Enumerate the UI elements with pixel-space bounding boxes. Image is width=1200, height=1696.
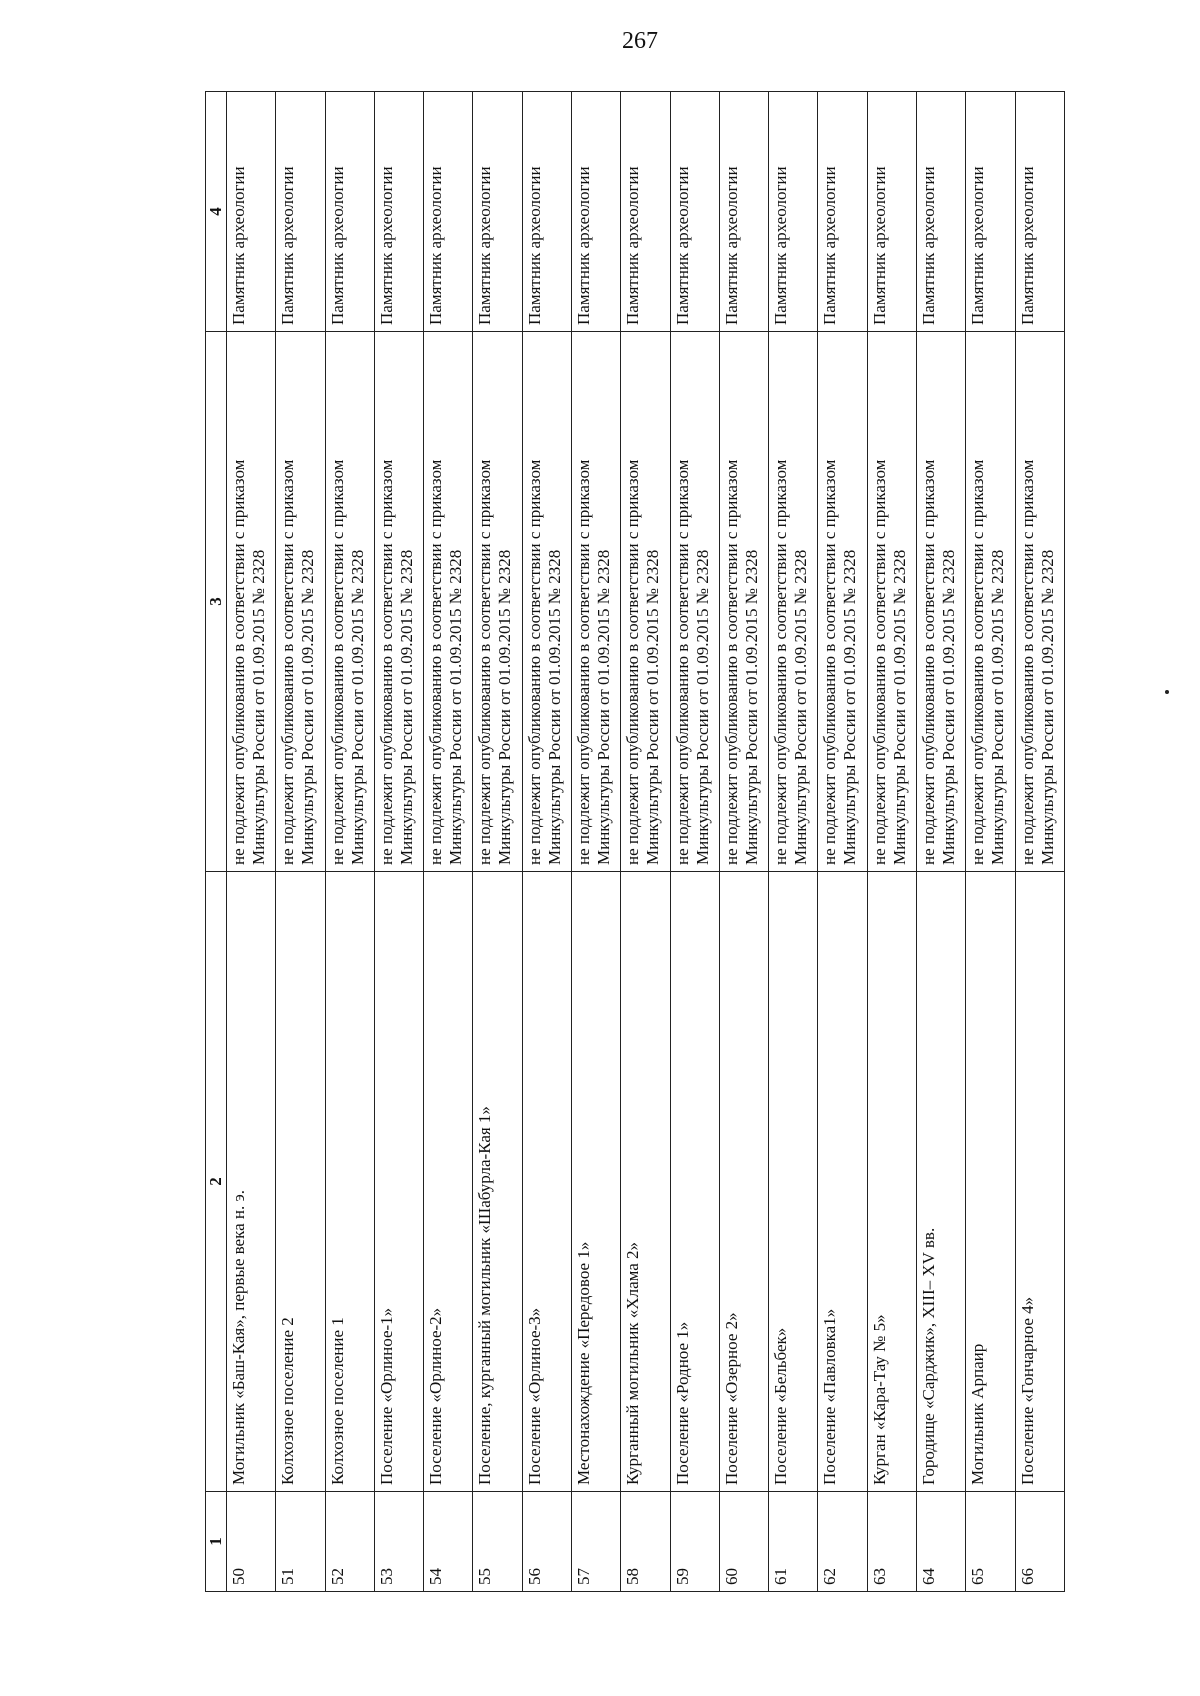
table-row: [719, 92, 768, 1592]
status-text-line: Минкультуры России от 01.09.2015 № 2328: [692, 549, 712, 865]
table-row: [276, 92, 325, 1592]
cell-object-name: Поселение «Орлиное-2»: [424, 872, 473, 1492]
status-text-line: не подлежит опубликованию в соответствии с приказом: [475, 459, 495, 865]
status-text-line: Минкультуры России от 01.09.2015 № 2328: [396, 549, 416, 865]
cell-number: 64: [916, 1492, 965, 1592]
scan-dot: [1165, 690, 1169, 694]
table-row: [670, 92, 719, 1592]
status-text-line: не подлежит опубликованию в соответствии с приказом: [278, 459, 298, 865]
cell-category: Памятник археологии: [227, 92, 276, 332]
cell-category: Памятник археологии: [571, 92, 620, 332]
cell-status: [1015, 332, 1065, 872]
status-text-line: не подлежит опубликованию в соответствии с приказом: [820, 459, 840, 865]
status-text-line: не подлежит опубликованию в соответствии с приказом: [672, 459, 692, 865]
cell-number: 55: [473, 1492, 522, 1592]
status-text-line: Минкультуры России от 01.09.2015 № 2328: [988, 549, 1008, 865]
cell-object-name: Поселение, курганный могильник «Шабурла-Кая 1»: [473, 872, 522, 1492]
cell-category: Памятник археологии: [522, 92, 571, 332]
cell-number: 51: [276, 1492, 325, 1592]
cell-number: 66: [1015, 1492, 1065, 1592]
cell-status: [818, 332, 867, 872]
cell-status: [966, 332, 1015, 872]
cell-category: Памятник археологии: [769, 92, 818, 332]
cell-number: 53: [374, 1492, 423, 1592]
cell-status: [670, 332, 719, 872]
status-text-line: Минкультуры России от 01.09.2015 № 2328: [791, 549, 811, 865]
cell-object-name: Поселение «Орлиное-1»: [374, 872, 423, 1492]
table-row: [966, 92, 1015, 1592]
status-text-line: не подлежит опубликованию в соответствии с приказом: [869, 459, 889, 865]
status-text-line: не подлежит опубликованию в соответствии с приказом: [771, 459, 791, 865]
table-row: [867, 92, 916, 1592]
status-text-line: не подлежит опубликованию в соответствии с приказом: [1017, 459, 1037, 865]
cell-category: Памятник археологии: [719, 92, 768, 332]
cell-category: Памятник археологии: [276, 92, 325, 332]
cell-object-name: Городище «Сарджик», XIII– XV вв.: [916, 872, 965, 1492]
cell-status: [473, 332, 522, 872]
table-row: [325, 92, 374, 1592]
cell-category: Памятник археологии: [1015, 92, 1065, 332]
cell-status: [374, 332, 423, 872]
cell-number: 52: [325, 1492, 374, 1592]
header-row: [206, 92, 227, 1592]
register-table: [205, 91, 1065, 1592]
status-text-line: не подлежит опубликованию в соответствии с приказом: [918, 459, 938, 865]
cell-category: Памятник археологии: [916, 92, 965, 332]
cell-category: Памятник археологии: [621, 92, 670, 332]
cell-number: 61: [769, 1492, 818, 1592]
status-text-line: Минкультуры России от 01.09.2015 № 2328: [643, 549, 663, 865]
status-text-line: не подлежит опубликованию в соответствии с приказом: [573, 459, 593, 865]
cell-category: Памятник археологии: [374, 92, 423, 332]
table-row: [473, 92, 522, 1592]
cell-category: Памятник археологии: [473, 92, 522, 332]
cell-object-name: Поселение «Гончарное 4»: [1015, 872, 1065, 1492]
cell-number: 59: [670, 1492, 719, 1592]
cell-object-name: Местонахождение «Передовое 1»: [571, 872, 620, 1492]
cell-object-name: Поселение «Павловка1»: [818, 872, 867, 1492]
cell-object-name: Могильник «Баш-Кая», первые века н. э.: [227, 872, 276, 1492]
status-text-line: Минкультуры России от 01.09.2015 № 2328: [889, 549, 909, 865]
cell-status: [571, 332, 620, 872]
cell-status: [424, 332, 473, 872]
cell-number: 57: [571, 1492, 620, 1592]
header-col-2: 2: [206, 872, 227, 1492]
status-text-line: Минкультуры России от 01.09.2015 № 2328: [347, 549, 367, 865]
cell-status: [325, 332, 374, 872]
status-text-line: не подлежит опубликованию в соответствии с приказом: [327, 459, 347, 865]
cell-category: Памятник археологии: [670, 92, 719, 332]
cell-object-name: Поселение «Бельбек»: [769, 872, 818, 1492]
cell-object-name: Колхозное поселение 1: [325, 872, 374, 1492]
cell-status: [621, 332, 670, 872]
cell-status: [719, 332, 768, 872]
cell-object-name: Колхозное поселение 2: [276, 872, 325, 1492]
cell-category: Памятник археологии: [966, 92, 1015, 332]
status-text-line: Минкультуры России от 01.09.2015 № 2328: [298, 549, 318, 865]
table-row: [374, 92, 423, 1592]
cell-status: [867, 332, 916, 872]
cell-status: [522, 332, 571, 872]
cell-object-name: Могильник Арпаир: [966, 872, 1015, 1492]
status-text-line: Минкультуры России от 01.09.2015 № 2328: [593, 549, 613, 865]
cell-status: [227, 332, 276, 872]
cell-category: Памятник археологии: [424, 92, 473, 332]
status-text-line: Минкультуры России от 01.09.2015 № 2328: [495, 549, 515, 865]
table-row: [916, 92, 965, 1592]
table-row: [1015, 92, 1065, 1592]
status-text-line: не подлежит опубликованию в соответствии с приказом: [229, 459, 248, 865]
status-text-line: Минкультуры России от 01.09.2015 № 2328: [741, 549, 761, 865]
cell-number: 63: [867, 1492, 916, 1592]
status-text-line: Минкультуры России от 01.09.2015 № 2328: [1037, 549, 1057, 865]
table-row: [522, 92, 571, 1592]
status-text-line: не подлежит опубликованию в соответствии с приказом: [426, 459, 446, 865]
cell-number: 62: [818, 1492, 867, 1592]
status-text-line: Минкультуры России от 01.09.2015 № 2328: [544, 549, 564, 865]
cell-status: [769, 332, 818, 872]
table-row: [621, 92, 670, 1592]
status-text-line: не подлежит опубликованию в соответствии с приказом: [968, 459, 988, 865]
cell-category: Памятник археологии: [818, 92, 867, 332]
cell-object-name: Поселение «Орлиное-3»: [522, 872, 571, 1492]
cell-number: 60: [719, 1492, 768, 1592]
table-row: [424, 92, 473, 1592]
cell-number: 58: [621, 1492, 670, 1592]
status-text-line: не подлежит опубликованию в соответствии с приказом: [524, 459, 544, 865]
status-text-line: не подлежит опубликованию в соответствии с приказом: [376, 459, 396, 865]
table-row: [227, 92, 276, 1592]
cell-object-name: Поселение «Озерное 2»: [719, 872, 768, 1492]
status-text-line: Минкультуры России от 01.09.2015 № 2328: [840, 549, 860, 865]
status-text-line: не подлежит опубликованию в соответствии с приказом: [623, 459, 643, 865]
table-row: [571, 92, 620, 1592]
cell-category: Памятник археологии: [867, 92, 916, 332]
cell-object-name: Курган «Кара-Тау № 5»: [867, 872, 916, 1492]
status-text-line: не подлежит опубликованию в соответствии с приказом: [721, 459, 741, 865]
cell-object-name: Поселение «Родное 1»: [670, 872, 719, 1492]
cell-number: 50: [227, 1492, 276, 1592]
cell-status: [276, 332, 325, 872]
cell-number: 56: [522, 1492, 571, 1592]
cell-status: [916, 332, 965, 872]
table-row: [769, 92, 818, 1592]
cell-number: 65: [966, 1492, 1015, 1592]
register-table-rotated: [205, 92, 1065, 1592]
status-text-line: Минкультуры России от 01.09.2015 № 2328: [249, 549, 268, 865]
cell-category: Памятник археологии: [325, 92, 374, 332]
page-number: 267: [622, 28, 658, 54]
table-row: [818, 92, 867, 1592]
cell-object-name: Курганный могильник «Хлама 2»: [621, 872, 670, 1492]
header-col-3: 3: [206, 332, 227, 872]
cell-number: 54: [424, 1492, 473, 1592]
status-text-line: Минкультуры России от 01.09.2015 № 2328: [938, 549, 958, 865]
header-col-1: 1: [206, 1492, 227, 1592]
header-col-4: 4: [206, 92, 227, 332]
status-text-line: Минкультуры России от 01.09.2015 № 2328: [446, 549, 466, 865]
